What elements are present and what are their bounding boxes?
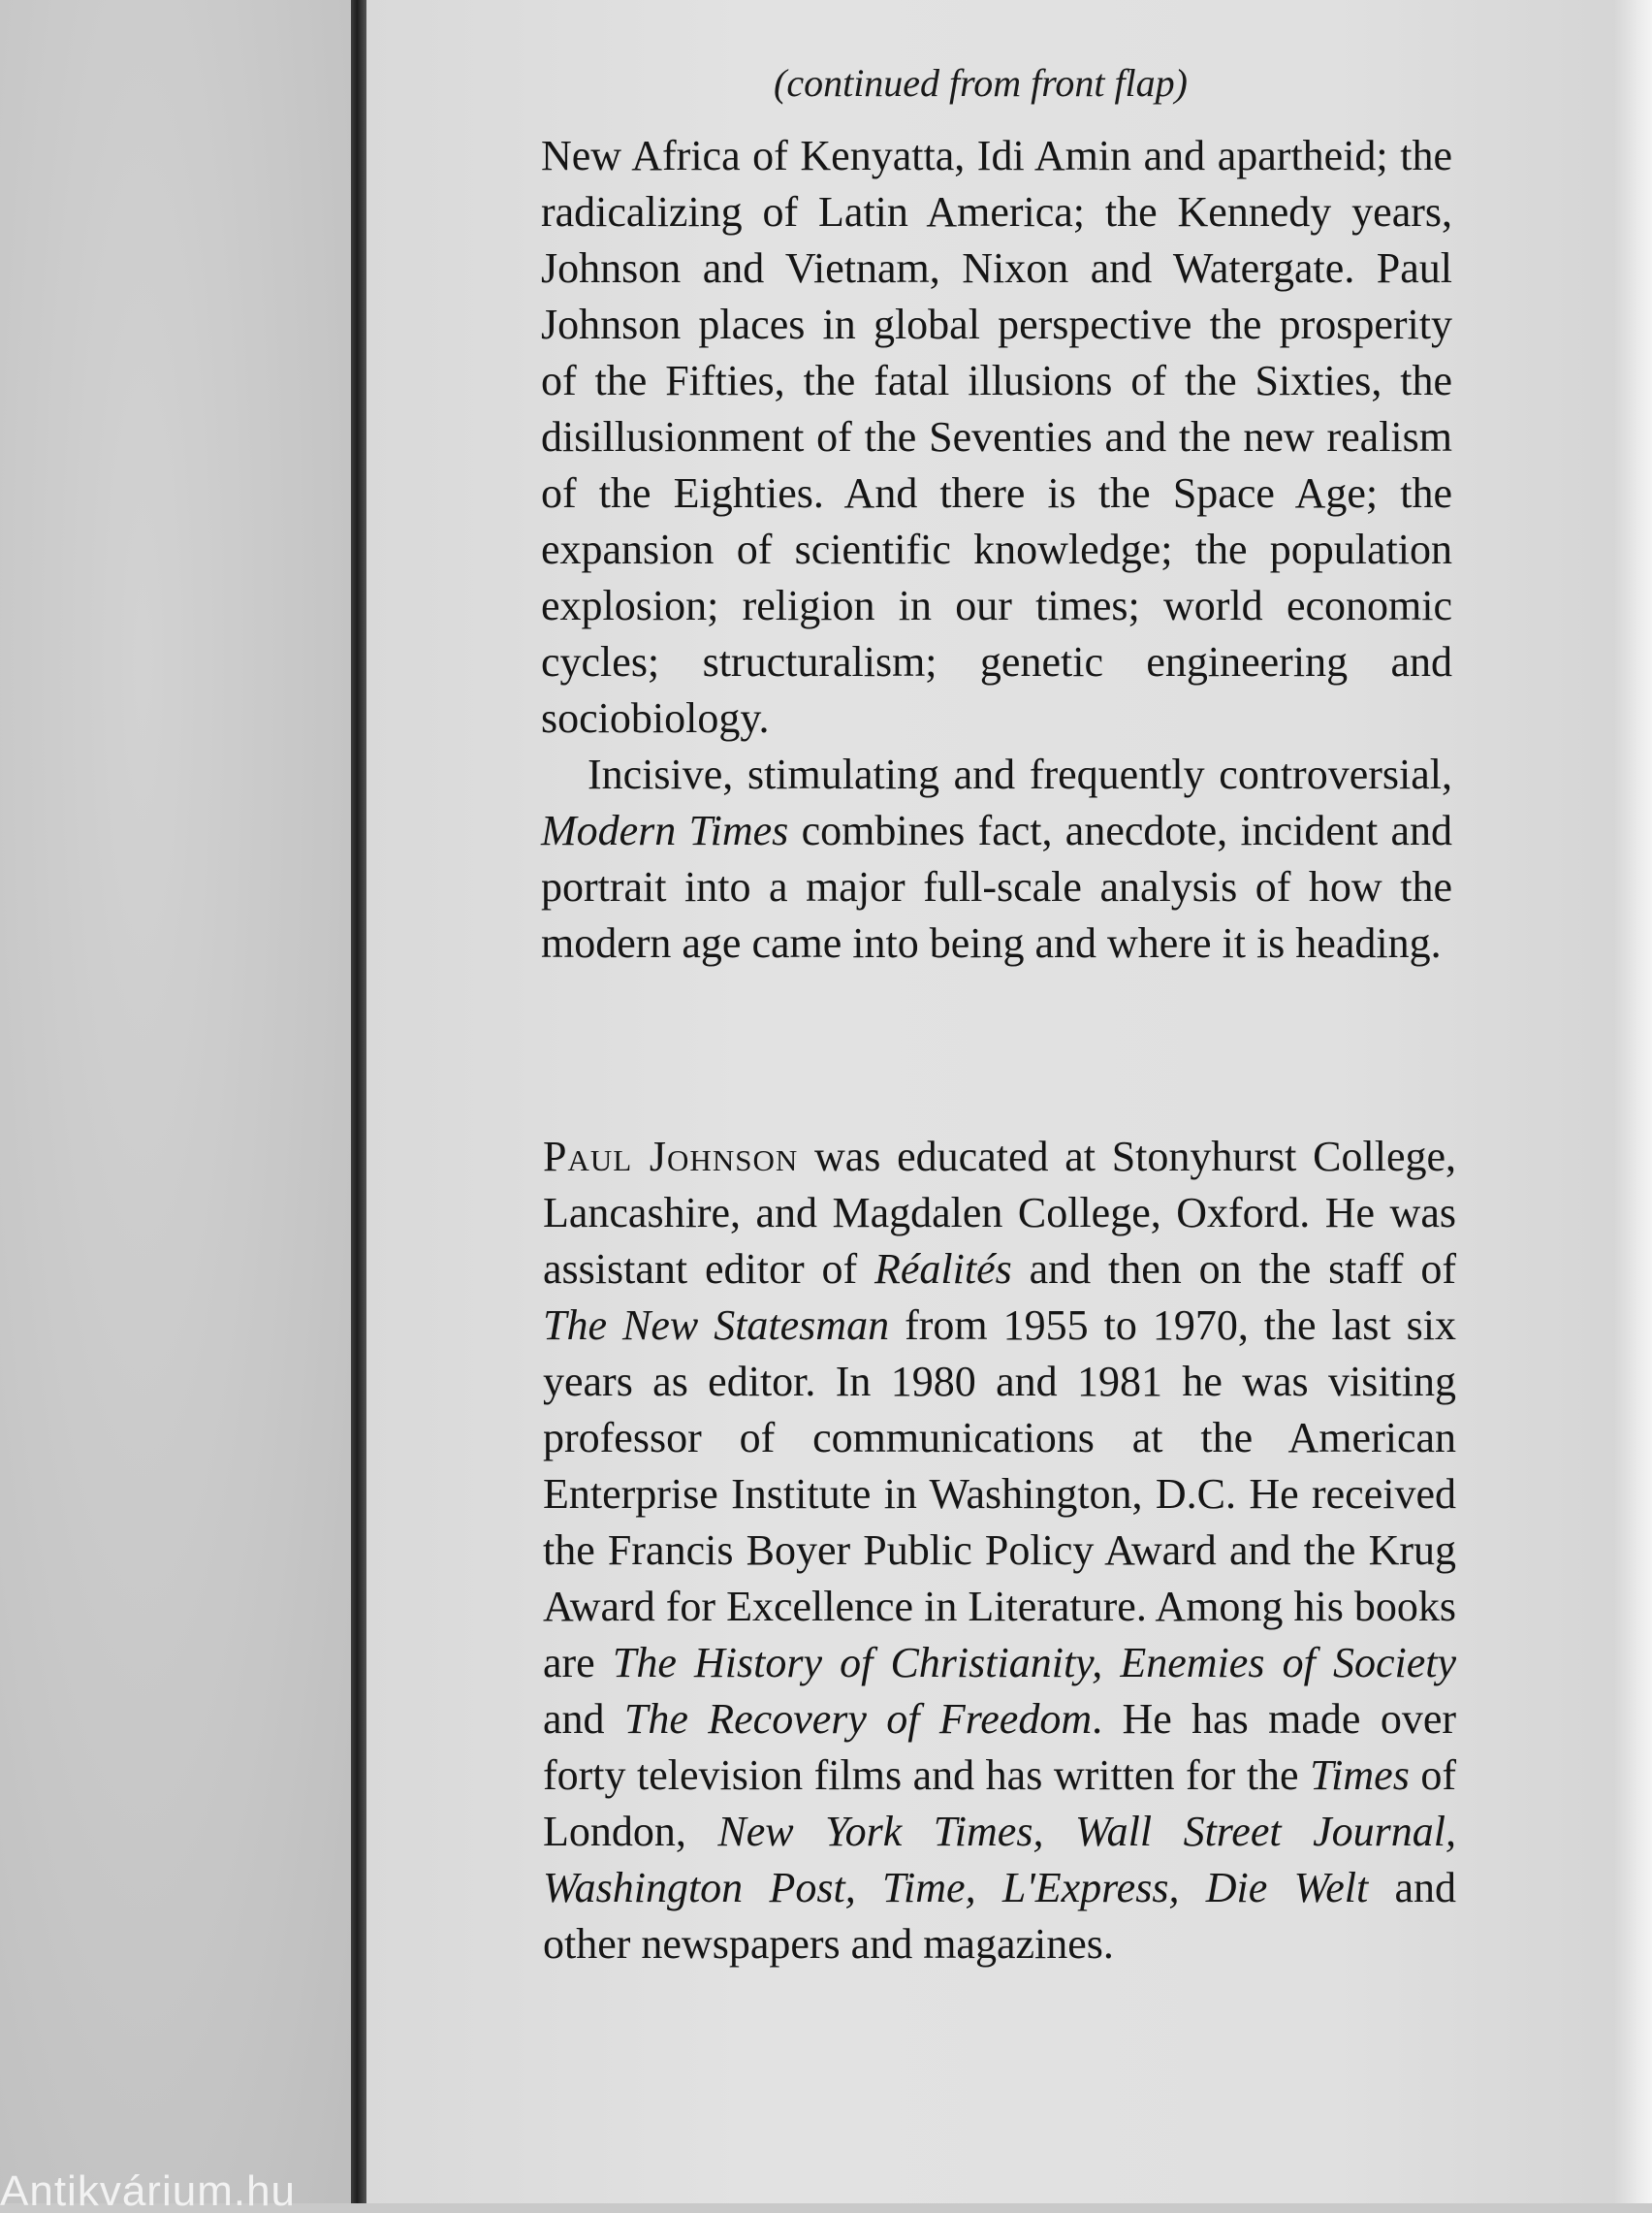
back-cover-panel xyxy=(0,0,357,2203)
text-span: Incisive, stimulating and frequently controversial, xyxy=(588,751,1452,798)
flap-fold-edge xyxy=(351,0,366,2203)
text-span: of London, xyxy=(543,1751,1457,1855)
publication-title: The New Statesman xyxy=(543,1301,890,1349)
description-paragraph-2 xyxy=(541,747,1452,972)
text-span: combines fact, anecdote, incident and portrait into a major full-scale analysis of how the modern age came into being and where it is heading. xyxy=(541,807,1453,967)
text-span: and xyxy=(543,1695,624,1743)
text-span: from 1955 to 1970, the last six years as editor. In 1980 and 1981 he was visiting professor of communications at the American Enterprise Institute in Washington, D.C. He received the Francis Boyer Public Policy Award and the Krug Award for Excellence in Literature. Among his books are xyxy=(543,1301,1456,1686)
text-span: was educated at Stonyhurst College, Lancashire, and Magdalen College, Oxford. He was assistant editor of xyxy=(543,1133,1457,1293)
author-bio xyxy=(543,1129,1456,1972)
publication-titles: New York Times, Wall Street Journal, Washington Post, Time, L'Express, Die Welt xyxy=(543,1808,1456,1911)
text-span: and then on the staff of xyxy=(1011,1245,1456,1293)
paragraph-text: New Africa of Kenyatta, Idi Amin and apartheid; the radicalizing of Latin America; the Kennedy years, Johnson and Vietnam, Nixon and Watergate. Paul Johnson places in global perspective the prosperity of the Fifties, the fatal illusions of the Sixties, the disillusionment of the Seventies and the new realism of the Eighties. And there is the Space Age; the expansion of scientific knowledge; the population explosion; religion in our times; world economic cycles; structuralism; genetic engineering and sociobiology. xyxy=(541,132,1452,742)
book-title: The Recovery of Freedom xyxy=(623,1695,1093,1743)
text-span: . He has made over forty television films and has written for the xyxy=(543,1695,1456,1799)
paragraph-text xyxy=(541,747,1452,972)
light-glare xyxy=(1613,0,1652,2203)
continued-note: (continued from front flap) xyxy=(774,61,1188,105)
book-titles: The History of Christianity, Enemies of Society xyxy=(612,1639,1456,1686)
bio-text xyxy=(543,1129,1456,1972)
author-name: Paul Johnson xyxy=(543,1133,799,1180)
publication-title: Times xyxy=(1310,1751,1410,1799)
publication-title: Réalités xyxy=(874,1245,1012,1293)
book-title: Modern Times xyxy=(541,807,789,854)
text-span: and other newspapers and magazines. xyxy=(543,1864,1457,1968)
watermark: Antikvárium.hu xyxy=(0,2170,297,2213)
description-paragraph-1 xyxy=(541,128,1452,747)
